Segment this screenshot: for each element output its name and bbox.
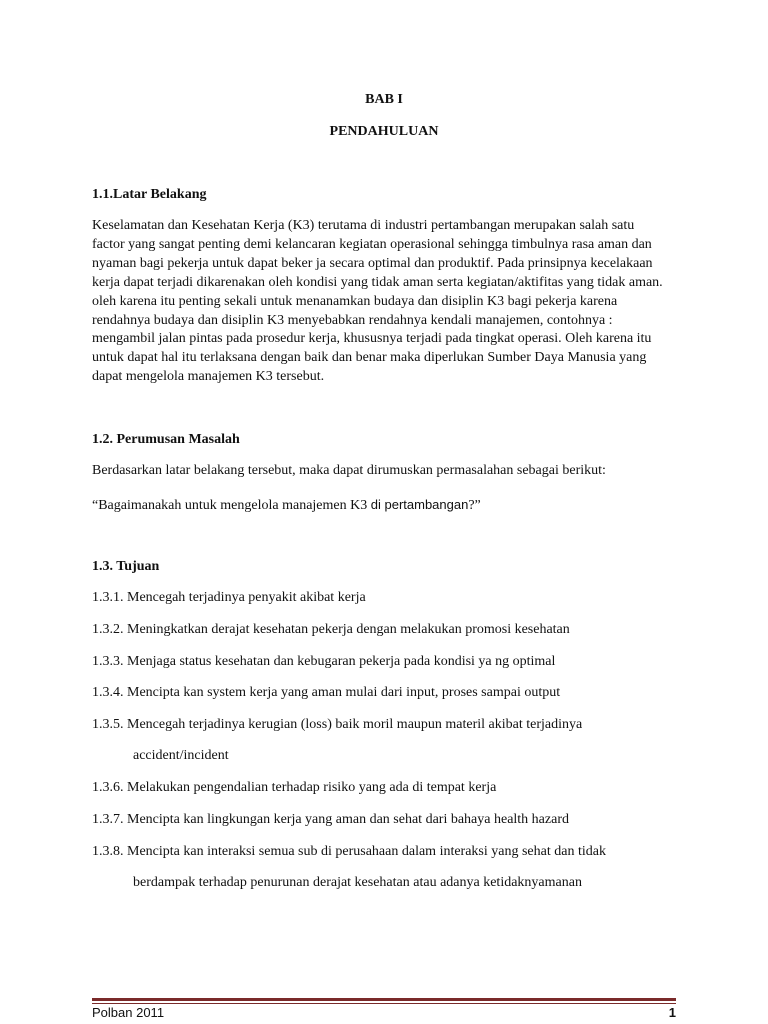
tujuan-item-continuation: accident/incident — [133, 748, 229, 763]
chapter-title: PENDAHULUAN — [329, 124, 439, 139]
paragraph-line: factor yang sangat penting demi kelancaran kegiatan operasional sehingga timbulnya rasa aman dan — [92, 236, 652, 252]
footer-divider-thin — [92, 1003, 676, 1004]
tujuan-item: 1.3.6. Melakukan pengendalian terhadap risiko yang ada di tempat kerja — [92, 780, 497, 795]
perumusan-question — [92, 497, 481, 514]
tujuan-item: 1.3.4. Mencipta kan system kerja yang aman mulai dari input, proses sampai output — [92, 685, 561, 700]
section-heading-latar-belakang: 1.1.Latar Belakang — [92, 187, 207, 202]
tujuan-item: 1.3.8. Mencipta kan interaksi semua sub di perusahaan dalam interaksi yang sehat dan tidak — [92, 844, 606, 859]
section-heading-tujuan: 1.3. Tujuan — [92, 559, 160, 574]
tujuan-item-continuation: berdampak terhadap penurunan derajat kesehatan atau adanya ketidaknyamanan — [133, 875, 582, 890]
paragraph-line: untuk dapat hal itu terlaksana dengan baik dan benar maka diperlukan Sumber Daya Manusia yang — [92, 350, 647, 366]
footer-text: Polban 2011 — [92, 1005, 165, 1020]
paragraph-line: Keselamatan dan Kesehatan Kerja (K3) terutama di industri pertambangan merupakan salah satu — [92, 218, 635, 233]
tujuan-item: 1.3.7. Mencipta kan lingkungan kerja yang aman dan sehat dari bahaya health hazard — [92, 812, 569, 827]
tujuan-item: 1.3.2. Meningkatkan derajat kesehatan pekerja dengan melakukan promosi kesehatan — [92, 622, 570, 637]
paragraph-latar-belakang — [92, 217, 692, 387]
paragraph-line: rendahnya budaya dan disiplin K3 menyebabkan rendahnya kendali manajemen, contohnya : — [92, 312, 613, 328]
question-part: di pertambangan — [370, 497, 469, 512]
chapter-label: BAB I — [365, 92, 403, 107]
paragraph-line: dapat mengelola manajemen K3 tersebut. — [92, 369, 325, 385]
paragraph-line: mengambil jalan pintas pada prosedur kerja, khususnya terjadi pada tingkat operasi. Oleh karena itu — [92, 331, 652, 347]
page-number: 1 — [668, 1005, 676, 1020]
tujuan-item: 1.3.5. Mencegah terjadinya kerugian (loss) baik moril maupun materil akibat terjadinya — [92, 717, 583, 732]
tujuan-item: 1.3.3. Menjaga status kesehatan dan kebugaran pekerja pada kondisi ya ng optimal — [92, 654, 556, 669]
tujuan-item: 1.3.1. Mencegah terjadinya penyakit akibat kerja — [92, 590, 366, 605]
question-part: ?” — [468, 498, 481, 513]
footer-divider — [92, 998, 676, 1001]
perumusan-intro: Berdasarkan latar belakang tersebut, maka dapat dirumuskan permasalahan sebagai berikut: — [92, 463, 606, 478]
paragraph-line: oleh karena itu penting sekali untuk menanamkan budaya dan disiplin K3 bagi pekerja karena — [92, 293, 618, 309]
paragraph-line: nyaman bagi pekerja untuk dapat beker ja secara optimal dan produktif. Pada prinsipnya kecelakaan — [92, 255, 653, 271]
section-heading-perumusan-masalah: 1.2. Perumusan Masalah — [92, 432, 240, 447]
paragraph-line: kerja dapat terjadi dikarenakan oleh kondisi yang tidak aman serta kegiatan/aktifitas yang tidak aman. — [92, 274, 663, 290]
question-part: “Bagaimanakah untuk mengelola manajemen K3 — [92, 498, 371, 513]
